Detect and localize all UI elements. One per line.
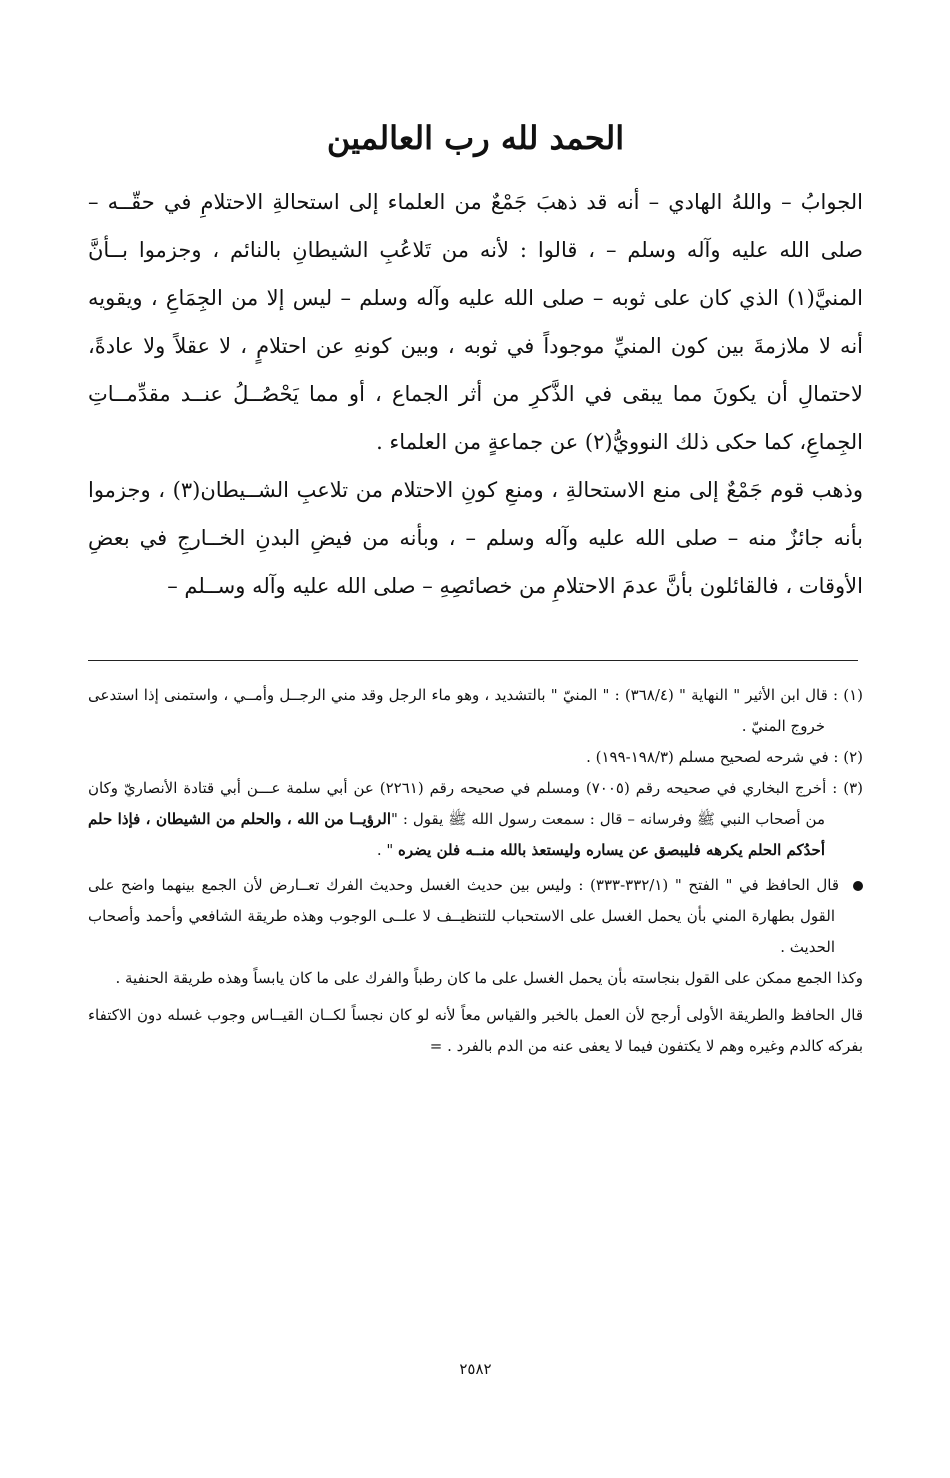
main-text xyxy=(88,178,863,610)
bullet-icon xyxy=(853,881,863,891)
bullet-note xyxy=(88,870,863,963)
document-page xyxy=(88,0,863,1478)
footnote-divider xyxy=(88,660,858,661)
body-paragraph-2: وذهب قوم جَمْعٌ إلى منع الاستحالةِ ، ومنعِ كونِ الاحتلام من تلاعبِ الشــيطان(٣) ، وجزموا بأنه جائزٌ منه – صلى الله عليه وآله وسلم – ، وبأنه من فيضِ البدنِ الخــارجِ في بعضِ الأوقات ، فالقائلون بأنَّ عدمَ الاحتلامِ من خصائصِهِ – صلى الله عليه وآله وســلم – xyxy=(88,478,863,598)
footnote-2: (٢) : في شرحه لصحيح مسلم (١٩٨/٣-١٩٩) . xyxy=(586,748,863,766)
footnote-3-end: " . xyxy=(376,841,399,859)
footnote-3-text: (٣) : أخرج البخاري في صحيحه رقم (٧٠٠٥) ومسلم في صحيحه رقم (٢٢٦١) عن أبي سلمة عـــن أبي قتادة الأنصاريّ وكان من أصحاب النبي ﷺ وفرسانه – قال : سمعت رسول الله ﷺ يقول : " xyxy=(88,779,863,828)
page-number: ٢٥٨٢ xyxy=(459,1360,492,1378)
note-final: قال الحافظ والطريقة الأولى أرجح لأن العمل بالخبر والقياس معاً لأنه لو كان نجساً لكــان القيــاس وجوب غسله دون الاكتفاء بفركه كالدم وغيره وهم لا يكتفون فيما لا يعفى عنه من الدم بالفرد . = xyxy=(88,1006,863,1055)
footnote-3 xyxy=(88,773,863,866)
footnotes-section xyxy=(88,680,863,1062)
note-continuation: وكذا الجمع ممكن على القول بنجاسته بأن يحمل الغسل على ما كان رطباً والفرك على ما كان يابساً وهذه طريقة الحنفية . xyxy=(115,969,863,987)
body-paragraph-1: الجوابُ – واللهُ الهادي – أنه قد ذهبَ جَمْعٌ من العلماء إلى استحالةِ الاحتلامِ في حقّــه – صلى الله عليه وآله وسلم – ، قالوا : لأنه من تَلاعُبِ الشيطانِ بالنائم ، وجزموا بــأنَّ المنيَّ(١) الذي كان على ثوبه – صلى الله عليه وآله وسلم – ليس إلا من الجِمَاعِ ، ويقويه أنه لا ملازمةَ بين كون المنيِّ موجوداً في ثوبه ، وبين كونهِ عن احتلامٍ ، لا عقلاً ولا عادةً، لاحتمالِ أن يكونَ مما يبقى في الذَّكرِ من أثر الجماع ، أو مما يَحْصُــلُ عنــد مقدِّمــاتِ الجِماعِ، كما حكى ذلك النوويُّ(٢) عن جماعةٍ من العلماء . xyxy=(88,190,863,454)
footnote-1: (١) : قال ابن الأثير " النهاية " (٣٦٨/٤) : " المنيّ " بالتشديد ، وهو ماء الرجل وقد مني الرجــل وأمــي ، واستمنى إذا استدعى خروج المنيّ . xyxy=(88,686,863,735)
bullet-note-text: قال الحافظ في " الفتح " (٣٣٢/١-٣٣٣) : وليس بين حديث الغسل وحديث الفرك تعــارض لأن الجمع بينهما واضح على القول بطهارة المني بأن يحمل الغسل على الاستحباب للتنظيــف لا علــى الوجوب وهذه طريقة الشافعي وأحمد وأصحاب الحديث . xyxy=(88,876,839,956)
footnote-3-hadith: الرؤيــا من الله ، والحلم من الشيطان ، فإذا حلم أحدُكم الحلم يكرهه فليبصق عن يساره وليستعذ بالله منــه فلن يضره xyxy=(88,810,825,859)
page-title: الحمد لله رب العالمين xyxy=(326,119,625,157)
